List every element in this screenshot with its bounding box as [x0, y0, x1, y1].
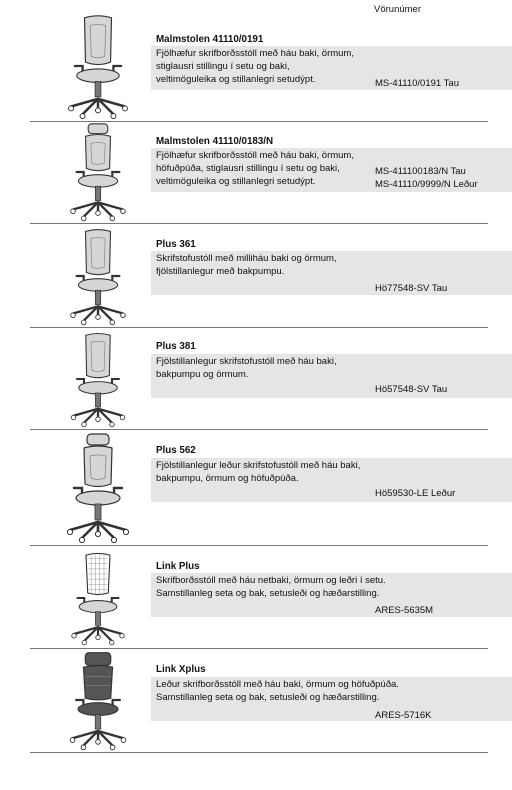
- office-chair-icon: [54, 226, 142, 326]
- product-name: Malmstolen 41110/0191: [156, 34, 264, 45]
- product-description-box: [151, 46, 512, 90]
- product-number-column-header: Vörunúmer: [374, 4, 421, 15]
- product-description-box: [151, 354, 512, 398]
- divider: [30, 752, 488, 753]
- product-entry: [30, 328, 488, 430]
- description-line: fjölstillanlegur með bakpumpu.: [156, 266, 285, 278]
- description-line: höfuðpúða, stiglausri stillingu í setu og baki,: [156, 163, 340, 175]
- description-line: Leður skrifborðsstóll með háu baki, örmum og höfuðpúða.: [156, 679, 399, 690]
- product-description-box: [151, 148, 512, 192]
- description-line: stiglausri stillingu í setu og baki,: [156, 61, 290, 73]
- product-description-box: [151, 251, 512, 295]
- product-entry: [30, 546, 488, 649]
- description-line: Samstillanleg seta og bak, setusleði og hæðarstilling.: [156, 588, 380, 600]
- product-codes: [375, 165, 478, 191]
- description-line: Fjölstillanlegur leður skrifstofustóll með háu baki,: [156, 460, 361, 471]
- product-number: ARES-5716K: [375, 710, 432, 721]
- product-description: [156, 47, 354, 87]
- office-chair-headrest-icon: [54, 122, 142, 222]
- product-name: Plus 381: [156, 341, 196, 352]
- product-number: ARES-5635M: [375, 605, 434, 616]
- product-description-box: [151, 573, 512, 617]
- description-line: Fjölhæfur skrifborðsstóll með háu baki, örmum,: [156, 48, 354, 59]
- product-number: MS-41110/9999/N Leður: [375, 179, 478, 191]
- office-chair-headrest-icon: [54, 432, 142, 544]
- description-line: bakpumpu, örmum og höfuðpúða.: [156, 473, 299, 485]
- description-line: Samstillanleg seta og bak, setusleði og hæðarstilling.: [156, 692, 380, 704]
- product-number: MS-411100183/N Tau: [375, 166, 466, 177]
- office-chair-icon: [54, 12, 142, 120]
- product-description: [156, 574, 386, 600]
- product-description-box: [151, 677, 512, 721]
- product-description: [156, 678, 399, 704]
- leather-chair-headrest-icon: [54, 649, 142, 751]
- product-codes: [375, 487, 455, 500]
- product-name: Plus 562: [156, 445, 196, 456]
- product-number: MS-41110/0191 Tau: [375, 78, 459, 89]
- product-description: [156, 459, 360, 485]
- product-name: Link Xplus: [156, 664, 206, 675]
- product-name: Plus 361: [156, 239, 196, 250]
- product-description-box: [151, 458, 512, 502]
- product-description: [156, 252, 337, 278]
- product-name: Malmstolen 41110/0183/N: [156, 136, 274, 147]
- product-codes: [375, 282, 447, 295]
- mesh-chair-icon: [54, 550, 142, 646]
- product-number: Hö57548-SV Tau: [375, 384, 448, 395]
- product-entry: [30, 430, 488, 546]
- description-line: Fjölhæfur skrifborðsstóll með háu baki, örmum,: [156, 150, 354, 161]
- product-name: Link Plus: [156, 561, 200, 572]
- product-entry: [30, 12, 488, 122]
- product-number: Hö77548-SV Tau: [375, 283, 448, 294]
- product-description: [156, 355, 337, 381]
- product-codes: [375, 383, 447, 396]
- product-description: [156, 149, 354, 189]
- product-codes: [375, 77, 459, 90]
- product-entry: [30, 122, 488, 224]
- description-line: bakpumpu og örmum.: [156, 369, 249, 381]
- product-entry: [30, 224, 488, 328]
- description-line: Skrifborðsstóll með háu netbaki, örmum og leðri í setu.: [156, 575, 386, 586]
- office-chair-icon: [54, 330, 142, 428]
- description-line: Fjölstillanlegur skrifstofustóll með háu baki,: [156, 356, 337, 367]
- description-line: veltimöguleika og stillanlegri setudýpt.: [156, 176, 316, 188]
- description-line: Skrifstofustóll með milliháu baki og örmum,: [156, 253, 337, 264]
- product-number: Hö59530-LE Leður: [375, 488, 456, 499]
- description-line: veltimöguleika og stillanlegri setudýpt.: [156, 74, 316, 86]
- product-codes: [375, 709, 432, 722]
- product-entry: [30, 649, 488, 753]
- product-codes: [375, 604, 433, 617]
